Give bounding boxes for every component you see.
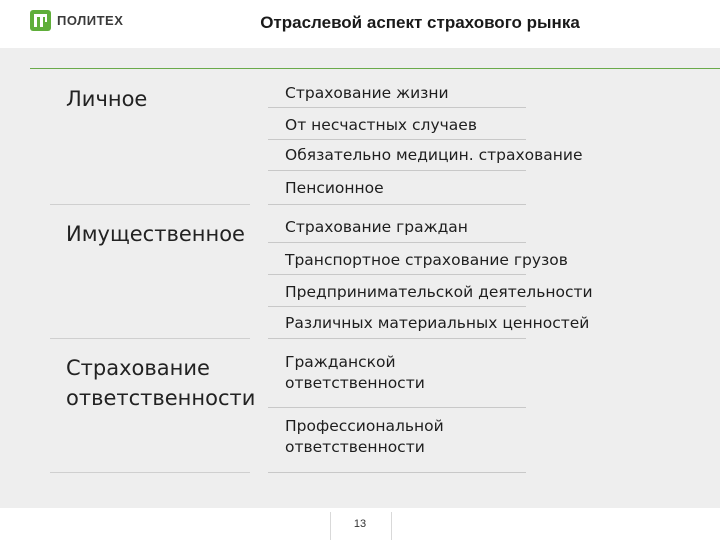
list-item: Предпринимательской деятельности bbox=[285, 283, 593, 301]
item-divider bbox=[268, 170, 526, 171]
item-divider bbox=[268, 274, 526, 275]
list-item: Гражданской bbox=[285, 353, 396, 371]
list-item: Страхование жизни bbox=[285, 84, 449, 102]
list-item: Пенсионное bbox=[285, 179, 384, 197]
logo-text: ПОЛИТЕХ bbox=[57, 13, 124, 28]
item-divider bbox=[268, 407, 526, 408]
politeh-logo-icon bbox=[30, 10, 51, 31]
category-divider bbox=[50, 338, 250, 339]
item-divider bbox=[268, 306, 526, 307]
item-divider bbox=[268, 242, 526, 243]
category-property: Имущественное bbox=[66, 222, 245, 246]
category-personal: Личное bbox=[66, 87, 148, 111]
list-item: Различных материальных ценностей bbox=[285, 314, 590, 332]
item-divider bbox=[268, 472, 526, 473]
header bbox=[0, 0, 720, 48]
category-liability-line1: Страхование bbox=[66, 356, 210, 380]
page-number: 13 bbox=[353, 518, 367, 530]
list-item: Страхование граждан bbox=[285, 218, 468, 236]
list-item: От несчастных случаев bbox=[285, 116, 477, 134]
item-divider bbox=[268, 204, 526, 205]
list-item: Обязательно медицин. страхование bbox=[285, 146, 583, 164]
item-divider bbox=[268, 139, 526, 140]
list-item: Профессиональной bbox=[285, 417, 444, 435]
slide-title: Отраслевой аспект страхового рынка bbox=[260, 13, 580, 32]
category-divider bbox=[50, 472, 250, 473]
list-item: Транспортное страхование грузов bbox=[285, 251, 568, 269]
list-item: ответственности bbox=[285, 438, 425, 456]
header-divider bbox=[30, 68, 720, 69]
category-divider bbox=[50, 204, 250, 205]
item-divider bbox=[268, 338, 526, 339]
logo bbox=[30, 10, 123, 31]
list-item: ответственности bbox=[285, 374, 425, 392]
category-liability-line2: ответственности bbox=[66, 386, 256, 410]
item-divider bbox=[268, 107, 526, 108]
